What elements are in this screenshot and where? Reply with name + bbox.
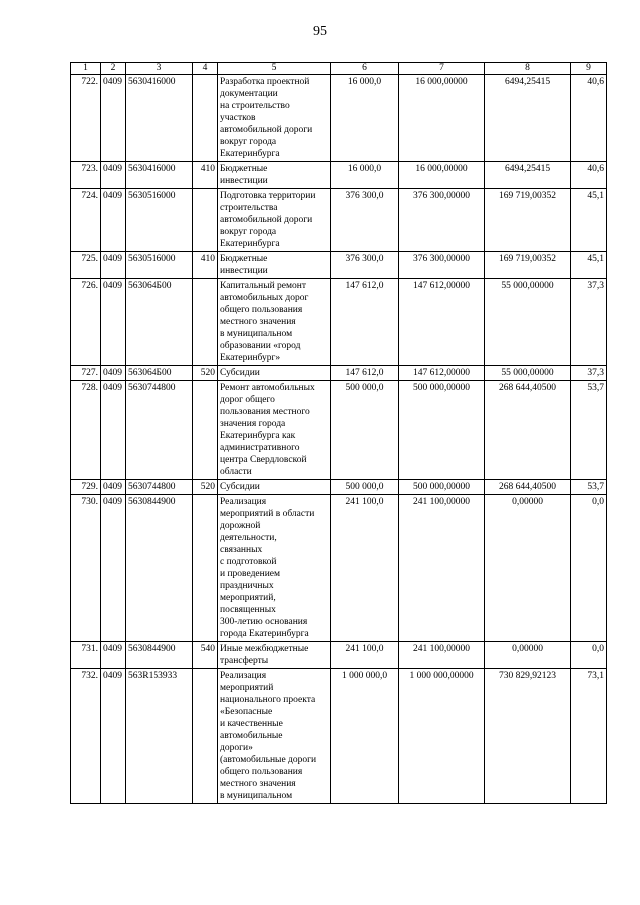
name-cell [218, 642, 331, 669]
plan-amount-cell: 16 000,0 [331, 75, 399, 162]
name-line: инвестиции [220, 266, 268, 276]
specified-amount-cell: 500 000,00000 [399, 480, 485, 495]
section-code-cell: 0409 [101, 480, 126, 495]
name-line: Екатеринбурга как [220, 431, 296, 441]
name-line: Субсидии [220, 482, 260, 492]
table-row [71, 75, 607, 162]
name-line: документации [220, 89, 278, 99]
budget-table [70, 62, 607, 804]
name-line: связанных [220, 545, 263, 555]
name-line: мероприятий, [220, 593, 276, 603]
section-code-cell: 0409 [101, 366, 126, 381]
specified-amount-cell: 1 000 000,00000 [399, 669, 485, 804]
name-line: Реализация [220, 497, 267, 507]
row-number-cell: 730. [71, 495, 101, 642]
name-line: строительства [220, 203, 278, 213]
name-line: Бюджетные [220, 254, 268, 264]
executed-amount-cell: 268 644,40500 [485, 381, 571, 480]
section-code-cell: 0409 [101, 189, 126, 252]
percent-cell: 53,7 [571, 480, 607, 495]
name-line: Иные межбюджетные [220, 644, 309, 654]
name-line: образовании «город [220, 341, 301, 351]
table-row [71, 162, 607, 189]
specified-amount-cell: 147 612,00000 [399, 279, 485, 366]
name-line: дорожной [220, 521, 261, 531]
specified-amount-cell: 241 100,00000 [399, 495, 485, 642]
table-row [71, 279, 607, 366]
percent-cell: 0,0 [571, 642, 607, 669]
expense-type-cell: 520 [193, 366, 218, 381]
name-line: вокруг города [220, 137, 277, 147]
name-line: административного [220, 443, 300, 453]
row-number-cell: 728. [71, 381, 101, 480]
percent-cell: 37,3 [571, 366, 607, 381]
target-code-cell: 5630744800 [126, 381, 193, 480]
expense-type-cell [193, 669, 218, 804]
expense-type-cell [193, 75, 218, 162]
target-code-cell: 563R153933 [126, 669, 193, 804]
name-cell [218, 381, 331, 480]
plan-amount-cell: 241 100,0 [331, 495, 399, 642]
table-row [71, 381, 607, 480]
name-cell [218, 252, 331, 279]
expense-type-cell [193, 381, 218, 480]
name-line: Капитальный ремонт [220, 281, 307, 291]
name-cell [218, 75, 331, 162]
row-number-cell: 726. [71, 279, 101, 366]
target-code-cell: 5630844900 [126, 495, 193, 642]
name-line: центра Свердловской [220, 455, 307, 465]
percent-cell: 45,1 [571, 252, 607, 279]
percent-cell: 40,6 [571, 75, 607, 162]
header-cell: 8 [485, 63, 571, 75]
name-line: праздничных [220, 581, 274, 591]
name-line: мероприятий [220, 683, 274, 693]
expense-type-cell: 540 [193, 642, 218, 669]
name-line: 300-летию основания [220, 617, 308, 627]
name-line: Реализация [220, 671, 267, 681]
name-line: Бюджетные [220, 164, 268, 174]
row-number-cell: 731. [71, 642, 101, 669]
name-line: местного значения [220, 317, 296, 327]
executed-amount-cell: 55 000,00000 [485, 366, 571, 381]
percent-cell: 0,0 [571, 495, 607, 642]
plan-amount-cell: 147 612,0 [331, 279, 399, 366]
row-number-cell: 723. [71, 162, 101, 189]
header-cell: 9 [571, 63, 607, 75]
header-cell: 5 [218, 63, 331, 75]
name-line: местного значения [220, 779, 296, 789]
table-row [71, 189, 607, 252]
expense-type-cell: 520 [193, 480, 218, 495]
table-row [71, 669, 607, 804]
row-number-cell: 727. [71, 366, 101, 381]
name-line: Разработка проектной [220, 77, 310, 87]
section-code-cell: 0409 [101, 252, 126, 279]
row-number-cell: 725. [71, 252, 101, 279]
name-line: деятельности, [220, 533, 277, 543]
plan-amount-cell: 16 000,0 [331, 162, 399, 189]
header-cell: 3 [126, 63, 193, 75]
target-code-cell: 5630516000 [126, 189, 193, 252]
section-code-cell: 0409 [101, 669, 126, 804]
name-line: мероприятий в области [220, 509, 315, 519]
row-number-cell: 732. [71, 669, 101, 804]
table-row [71, 366, 607, 381]
table-row [71, 642, 607, 669]
executed-amount-cell: 169 719,00352 [485, 189, 571, 252]
name-line: с подготовкой [220, 557, 277, 567]
target-code-cell: 5630516000 [126, 252, 193, 279]
plan-amount-cell: 1 000 000,0 [331, 669, 399, 804]
plan-amount-cell: 147 612,0 [331, 366, 399, 381]
executed-amount-cell: 268 644,40500 [485, 480, 571, 495]
section-code-cell: 0409 [101, 495, 126, 642]
plan-amount-cell: 500 000,0 [331, 381, 399, 480]
name-line: пользования местного [220, 407, 310, 417]
percent-cell: 73,1 [571, 669, 607, 804]
target-code-cell: 5630416000 [126, 75, 193, 162]
name-line: Екатеринбург» [220, 353, 281, 363]
table-body [71, 75, 607, 804]
expense-type-cell [193, 189, 218, 252]
specified-amount-cell: 16 000,00000 [399, 162, 485, 189]
percent-cell: 40,6 [571, 162, 607, 189]
target-code-cell: 5630744800 [126, 480, 193, 495]
row-number-cell: 722. [71, 75, 101, 162]
name-line: автомобильной дороги [220, 215, 313, 225]
executed-amount-cell: 730 829,92123 [485, 669, 571, 804]
expense-type-cell: 410 [193, 162, 218, 189]
expense-type-cell: 410 [193, 252, 218, 279]
target-code-cell: 5630416000 [126, 162, 193, 189]
name-cell [218, 366, 331, 381]
name-line: посвященных [220, 605, 276, 615]
name-cell [218, 480, 331, 495]
name-line: инвестиции [220, 176, 268, 186]
name-line: общего пользования [220, 767, 303, 777]
name-line: Субсидии [220, 368, 260, 378]
plan-amount-cell: 241 100,0 [331, 642, 399, 669]
section-code-cell: 0409 [101, 642, 126, 669]
name-line: автомобильных дорог [220, 293, 309, 303]
header-cell: 7 [399, 63, 485, 75]
name-cell [218, 279, 331, 366]
name-cell [218, 162, 331, 189]
name-cell [218, 189, 331, 252]
header-cell: 1 [71, 63, 101, 75]
executed-amount-cell: 0,00000 [485, 495, 571, 642]
name-line: автомобильной дороги [220, 125, 313, 135]
section-code-cell: 0409 [101, 162, 126, 189]
percent-cell: 45,1 [571, 189, 607, 252]
specified-amount-cell: 500 000,00000 [399, 381, 485, 480]
table-row [71, 495, 607, 642]
executed-amount-cell: 0,00000 [485, 642, 571, 669]
name-line: дорог общего [220, 395, 275, 405]
target-code-cell: 563064Б00 [126, 279, 193, 366]
name-cell [218, 495, 331, 642]
header-cell: 2 [101, 63, 126, 75]
name-line: вокруг города [220, 227, 277, 237]
row-number-cell: 724. [71, 189, 101, 252]
name-line: Екатеринбурга [220, 149, 280, 159]
header-row [71, 63, 607, 75]
expense-type-cell [193, 495, 218, 642]
executed-amount-cell: 6494,25415 [485, 162, 571, 189]
name-line: участков [220, 113, 256, 123]
target-code-cell: 563064Б00 [126, 366, 193, 381]
name-line: (автомобильные дороги [220, 755, 317, 765]
executed-amount-cell: 6494,25415 [485, 75, 571, 162]
page-number: 95 [313, 24, 327, 39]
specified-amount-cell: 16 000,00000 [399, 75, 485, 162]
table-row [71, 252, 607, 279]
name-line: на строительство [220, 101, 290, 111]
plan-amount-cell: 376 300,0 [331, 189, 399, 252]
header-cell: 6 [331, 63, 399, 75]
target-code-cell: 5630844900 [126, 642, 193, 669]
name-line: национального проекта [220, 695, 316, 705]
name-line: в муниципальном [220, 329, 293, 339]
name-line: города Екатеринбурга [220, 629, 309, 639]
plan-amount-cell: 500 000,0 [331, 480, 399, 495]
section-code-cell: 0409 [101, 75, 126, 162]
name-line: автомобильные [220, 731, 283, 741]
percent-cell: 53,7 [571, 381, 607, 480]
specified-amount-cell: 241 100,00000 [399, 642, 485, 669]
name-line: «Безопасные [220, 707, 273, 717]
expense-type-cell [193, 279, 218, 366]
plan-amount-cell: 376 300,0 [331, 252, 399, 279]
name-line: Подготовка территории [220, 191, 316, 201]
specified-amount-cell: 376 300,00000 [399, 189, 485, 252]
specified-amount-cell: 376 300,00000 [399, 252, 485, 279]
name-line: трансферты [220, 656, 269, 666]
name-line: Ремонт автомобильных [220, 383, 315, 393]
name-line: дороги» [220, 743, 253, 753]
section-code-cell: 0409 [101, 381, 126, 480]
name-line: в муниципальном [220, 791, 293, 801]
executed-amount-cell: 169 719,00352 [485, 252, 571, 279]
name-line: значения города [220, 419, 286, 429]
section-code-cell: 0409 [101, 279, 126, 366]
header-cell: 4 [193, 63, 218, 75]
name-line: Екатеринбурга [220, 239, 280, 249]
name-cell [218, 669, 331, 804]
percent-cell: 37,3 [571, 279, 607, 366]
name-line: и качественные [220, 719, 283, 729]
executed-amount-cell: 55 000,00000 [485, 279, 571, 366]
specified-amount-cell: 147 612,00000 [399, 366, 485, 381]
row-number-cell: 729. [71, 480, 101, 495]
name-line: и проведением [220, 569, 281, 579]
name-line: области [220, 467, 252, 477]
name-line: общего пользования [220, 305, 303, 315]
table-row [71, 480, 607, 495]
